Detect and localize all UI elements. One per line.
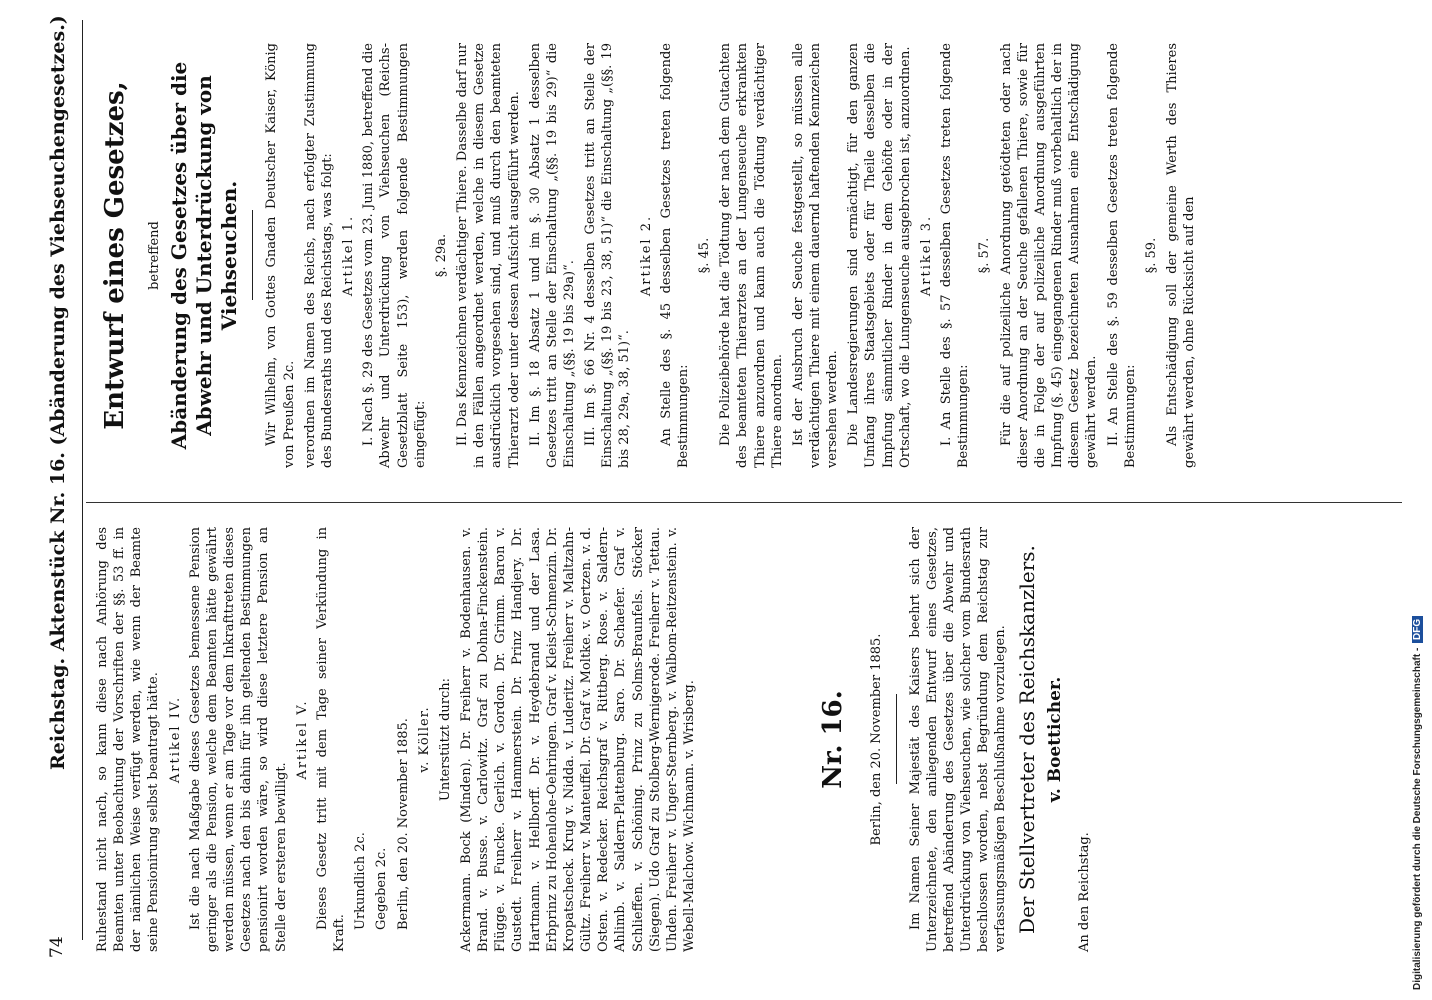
column-divider: [86, 502, 1402, 503]
article-3-heading: Artikel 3.: [918, 214, 934, 297]
article-3-part-ii: II. An Stelle des §. 59 desselben Gesetzes treten folgende Bestimmungen:: [1105, 43, 1138, 468]
section-57-text: Für die auf polizeiliche Anordnung getödteten oder nach dieser Anordnung an der Seuche gefallenen Thiere, sowie für die in Folge der auf polizeiliche Anordnung ausgeführten Impfung (§. 45) eingegangenen Rinder muß vorbehaltlich der in diesem Gesetz bezeichneten Ausnahmen eine Entschädigung gewährt werden.: [998, 43, 1100, 468]
continued-paragraph: Ruhestand nicht nach, so kann diese nach Anhörung des Beamten unter Beobachtung der Vorschriften der §§. 53 ff. in der nämlichen Weise verfügt werden, wie wenn der Beamte seine Pensionirung selbst beantragt hätte.: [95, 527, 162, 952]
article-iv-heading: Artikel IV.: [167, 695, 183, 784]
section-59-text: Als Entschädigung soll der gemeine Werth des Thieres gewährt werden, ohne Rücksicht auf den: [1164, 43, 1198, 468]
dfg-watermark: [1408, 10, 1432, 990]
watermark-text: Digitalisierung gefördert durch die Deutsche Forschungsgemeinschaft -: [1412, 647, 1423, 990]
document-number-title: Nr. 16.: [818, 690, 849, 789]
urkundlich-line: Urkundlich 2c.: [353, 832, 369, 930]
article-3-part-i: I. An Stelle des §. 57 desselben Gesetzes treten folgende Bestimmungen:: [939, 43, 972, 468]
preamble-text: verordnen im Namen des Reichs, nach erfolgter Zustimmung des Bundesraths und des Reichstags, was folgt:: [302, 43, 335, 468]
cover-letter-text: Im Namen Seiner Majestät des Kaisers beehrt sich der Unterzeichnete, den anliegenden Entwurf eines Gesetzes, betreffend Abänderung des Gesetzes über die Abwehr und Unterdrückung von Viehseuchen, wie solcher vom Bundesrath beschlossen worden, nebst Begründung dem Reichstag zur verfassungsmäßigen Beschlußnahme vorzulegen.: [907, 527, 1009, 952]
right-column: [94, 43, 1202, 468]
draft-title: Entwurf eines Gesetzes,: [100, 81, 130, 430]
section-45-para-2: Ist der Ausbruch der Seuche festgestellt, so müssen alle verdächtigen Thiere mit einem dauernd haftenden Kennzeichen versehen werden.: [790, 43, 841, 468]
chancellor-name: v. Boetticher.: [1044, 676, 1065, 803]
section-29a-text: II. Das Kennzeichnen verdächtiger Thiere. Dasselbe darf nur in den Fällen angeordnet werden, welche in diesem Gesetze ausdrücklich vorgesehen sind, und muß durch den beamteten Thierarzt oder unter dessen Aufsicht ausgeführt werden.: [455, 43, 522, 468]
article-1-part-ii: II. Im §. 18 Absatz 1 und im §. 30 Absatz 1 desselben Gesetzes tritt an Stelle der Einschaltung „(§§. 19 bis 29)“ die Einschaltung „(§§. 19 bis 29a)“.: [527, 43, 577, 468]
article-1-part-i: I. Nach §. 29 des Gesetzes vom 23. Juni 1880, betreffend die Abwehr und Unterdrückung von Viehseuchen (Reichs-Gesetzblatt Seite 153), werden folgende Bestimmungen eingefügt:: [361, 43, 428, 468]
page-number: 74: [47, 936, 67, 958]
running-title: Reichstag. Aktenstück Nr. 16. (Abänderung des Viehseuchengesetzes.): [47, 15, 69, 770]
preamble-name: Wir Wilhelm, von Gottes Gnaden Deutscher Kaiser, König von Preußen 2c.: [264, 43, 297, 468]
article-v-text: Dieses Gesetz tritt mit dem Tage seiner Verkündung in Kraft.: [314, 527, 348, 952]
header-rule: [82, 20, 83, 940]
article-2-heading: Artikel 2.: [638, 214, 654, 297]
chancellor-title: Der Stellvertreter des Reichskanzlers.: [1014, 545, 1039, 934]
section-29a: §. 29a.: [433, 233, 449, 278]
place-date: Berlin, den 20. November 1885.: [395, 718, 411, 930]
addressee: An den Reichstag.: [1077, 832, 1093, 952]
article-iv-text: Ist die nach Maßgabe dieses Gesetzes bemessene Pension geringer als die Pension, welche dem Beamten hätte gewährt werden müssen, wenn er am Tage vor dem Inkrafttreten dieses Gesetzes nach den bis dahin für ihn geltenden Bestimmungen pensionirt worden wäre, so wird diese letztere Pension an Stelle der ersteren bewilligt.: [187, 527, 289, 952]
supporters-list: Ackermann. Bock (Minden). Dr. Freiherr v. Bodenhausen. v. Brand. v. Busse. v. Carlowitz. Graf zu Dohna-Finckenstein. Flügge. v. Funcke. Gerlich. v. Gordon. Dr. Grimm. Baron v. Gustedt. Freiherr v. Hammerstein. Dr. Prinz Handjery. Dr. Hartmann. v. Hellborff. Dr. v. Heydebrand und der Lasa. Erbprinz zu Hohenlohe-Oehringen. Graf v. Kleist-Schmenzin. Dr. Kropatscheck. Krug v. Nidda. v. Luderitz. Freiherr v. Maltzahn-Gültz. Freiherr v. Manteuffel. Dr. Graf v. Moltke. v. Oertzen. v. d. Osten. v. Redecker. Reichsgraf v. Rittberg. Rose. v. Saldern-Ahlimb. v. Saldern-Plattenburg. Saro. Dr. Schaefer. Graf v. Schlieffen. v. Schöning. Prinz zu Solms-Braunfels. Stöcker (Siegen). Udo Graf zu Stolberg-Wernigerode. Freiherr v. Tettau. Uhden. Freiherr v. Unger-Sternberg. v. Walbom-Reitzenstein. v. Webell-Malchow. Wichmann. v. Wrisberg.: [458, 527, 697, 952]
short-rule: [896, 695, 897, 785]
article-2-text: An Stelle des §. 45 desselben Gesetzes treten folgende Bestimmungen:: [658, 43, 691, 468]
article-1-part-iii: III. Im §. 66 Nr. 4 desselben Gesetzes tritt an Stelle der Einschaltung „(§§. 19 bis 23, 38, 51)“ die Einschaltung „(§§. 19 bis 28, 29a, 38, 51)“.: [583, 43, 633, 468]
section-45-para-3: Die Landesregierungen sind ermächtigt, für den ganzen Umfang ihres Staatsgebiets oder für Theile desselben die Impfung sämmtlicher Rinder in dem Gehöfte oder in der Ortschaft, wo die Lungenseuche ausgebrochen ist, anzuordnen.: [846, 43, 913, 468]
gegeben-line: Gegeben 2c.: [374, 847, 390, 930]
supported-by-label: Unterstützt durch:: [437, 677, 453, 802]
title-rule: [252, 211, 253, 301]
dfg-logo-badge: DFG: [1412, 616, 1423, 643]
article-1-heading: Artikel 1.: [341, 214, 357, 297]
article-v-heading: Artikel V.: [294, 699, 310, 780]
section-45-para-1: Die Polizeibehörde hat die Tödtung der nach dem Gutachten des beamteten Thierarztes an der Lungenseuche erkrankten Thiere anzuordnen und kann auch die Tödtung verdächtiger Thiere anordnen.: [718, 43, 785, 468]
section-45: §. 45.: [697, 237, 713, 274]
running-head: [46, 15, 72, 960]
section-59: §. 59.: [1143, 237, 1159, 274]
draft-subject: Abänderung des Gesetzes über die Abwehr und Unterdrückung von Viehseuchen.: [167, 61, 242, 450]
letter-date: Berlin, den 20. November 1885.: [869, 633, 885, 846]
left-column: [94, 527, 1098, 952]
betreffend-label: betreffend: [147, 221, 163, 290]
section-57: §. 57.: [977, 237, 993, 274]
signer: v. Köller.: [416, 706, 432, 773]
